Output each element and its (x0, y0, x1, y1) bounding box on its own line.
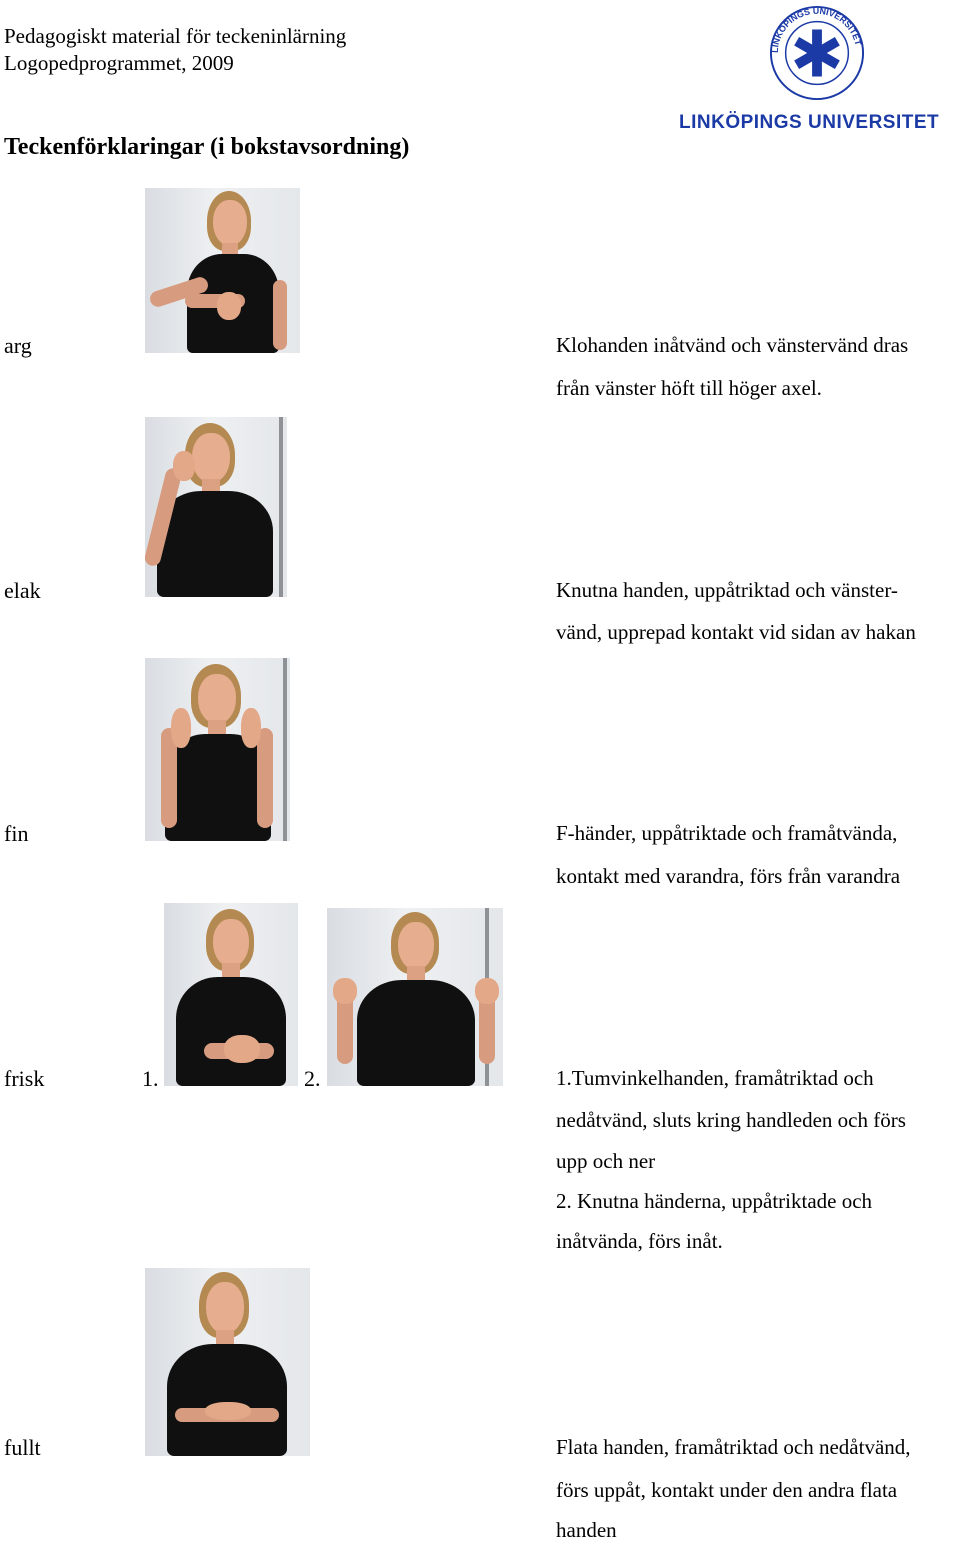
sign-word-frisk: frisk (4, 1066, 45, 1091)
sign-description-line: upp och ner (556, 1149, 656, 1173)
sign-description-line: 1.Tumvinkelhanden, framåtriktad och (556, 1066, 874, 1090)
document-subtitle: Pedagogiskt material för teckeninlärning (4, 24, 347, 48)
university-seal-logo (768, 4, 866, 102)
seal-ring-text: LINKÖPINGS UNIVERSITET (769, 5, 864, 54)
sign-description-line: från vänster höft till höger axel. (556, 376, 822, 400)
sign-photo-arg (145, 188, 300, 353)
sign-description-line: nedåtvänd, sluts kring handleden och förs (556, 1108, 906, 1132)
program-year: Logopedprogrammet, 2009 (4, 51, 234, 75)
step-label-1: 1. (142, 1066, 159, 1091)
sign-photo-fullt (145, 1268, 310, 1456)
step-label-2: 2. (304, 1066, 321, 1091)
university-name-logo: LINKÖPINGS UNIVERSITET (679, 112, 940, 133)
sign-word-arg: arg (4, 333, 32, 358)
sign-description-line: förs uppåt, kontakt under den andra flata (556, 1478, 898, 1502)
sign-description-line: kontakt med varandra, förs från varandra (556, 864, 901, 888)
sign-word-fullt: fullt (4, 1435, 41, 1460)
sign-description-line: Klohanden inåtvänd och vänstervänd dras (556, 333, 909, 357)
sign-description-line: vänd, upprepad kontakt vid sidan av hakan (556, 620, 916, 644)
sign-photo-frisk-step-2 (327, 908, 503, 1086)
sign-description-line: handen (556, 1518, 617, 1542)
sign-word-elak: elak (4, 578, 41, 603)
sign-description-line: F-händer, uppåtriktade och framåtvända, (556, 821, 898, 845)
sign-description-line: 2. Knutna händerna, uppåtriktade och (556, 1189, 873, 1213)
sign-photo-fin (145, 658, 290, 841)
page-title: Teckenförklaringar (i bokstavsordning) (4, 134, 410, 160)
sign-word-fin: fin (4, 821, 29, 846)
sign-photo-elak (145, 417, 287, 597)
sign-description-line: Knutna handen, uppåtriktad och vänster- (556, 578, 898, 602)
sign-description-line: inåtvända, förs inåt. (556, 1229, 723, 1253)
sign-photo-frisk-step-1 (164, 903, 298, 1086)
sign-description-line: Flata handen, framåtriktad och nedåtvänd, (556, 1435, 911, 1459)
